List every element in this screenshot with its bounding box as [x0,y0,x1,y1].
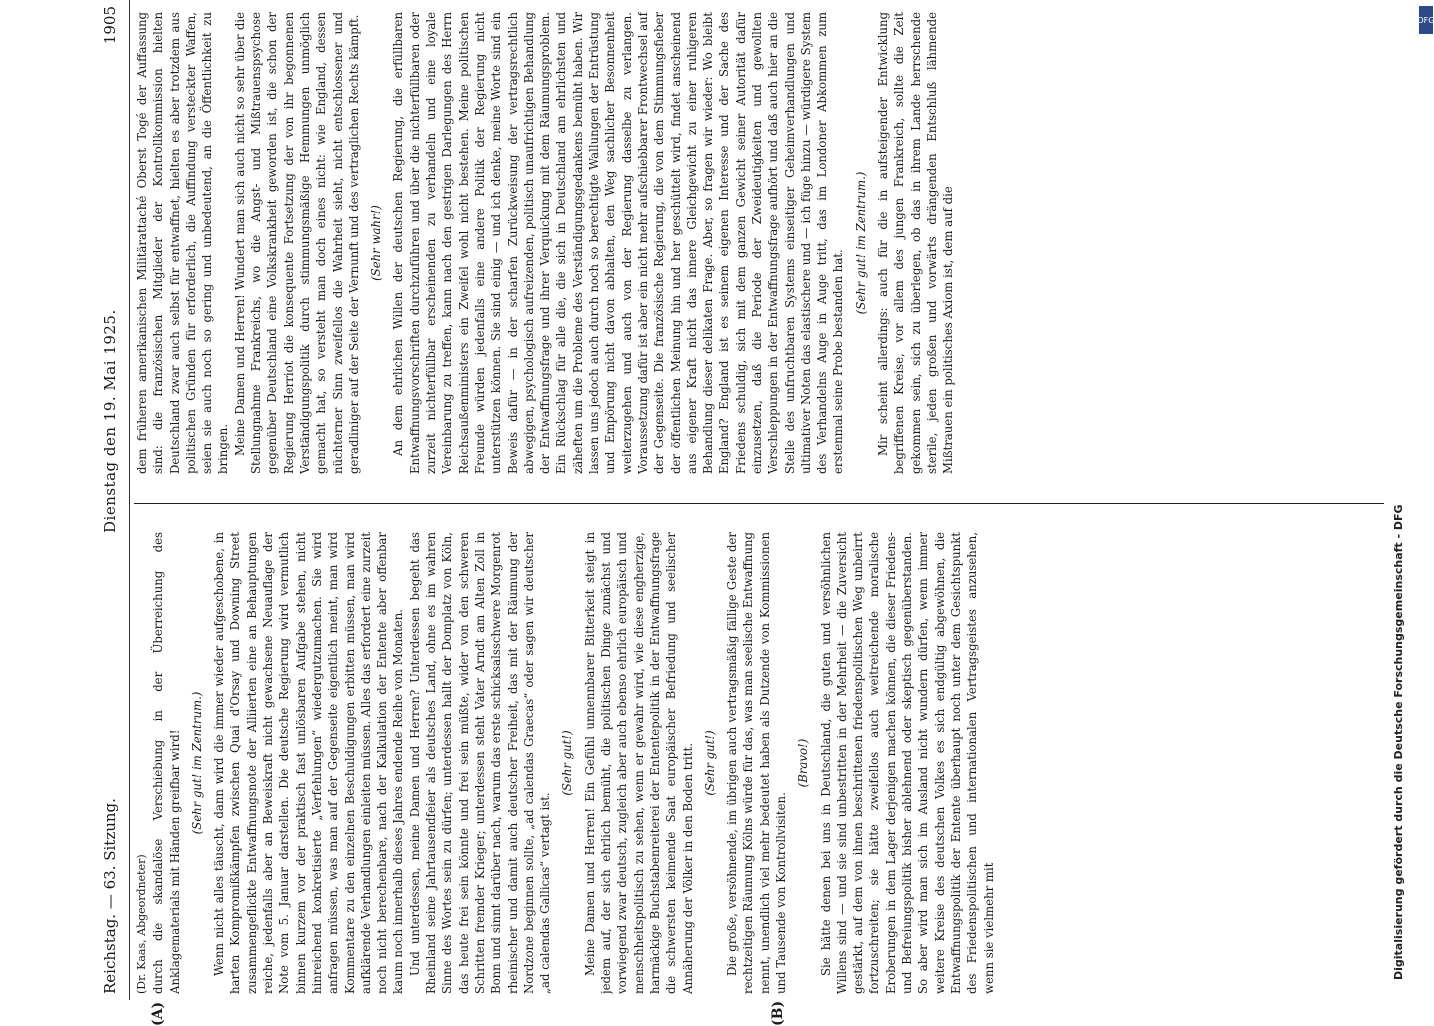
paragraph: Und unterdessen, meine Damen und Herren? Unterdessen begeht das Rheinland seine Jahrtausendfeier als deutsches Land, ohne es im wahren Sinne des Wortes sein zu dürfen; unterdessen hallt der Domplatz von Köln, das heute frei sein könnte und frei sein müßte, wider von den schweren Schritten fremder Krieger; unterdessen steht Vater Arndt am Alten Zoll in Bonn und sinnt darüber nach, warum das erste schicksalsschwere Morgenrot rheinischer und damit auch deutscher Freiheit, das mit der Räumung der Nordzone beginnen sollte, „ad calendas Graecas“ oder sagen wir deutscher „ad calendas Gallicas“ vertagt ist. [407,532,553,994]
interjection: (Sehr gut!) [702,730,717,796]
running-header [90,0,130,1000]
dfg-side-note: Digitalisierung gefördert durch die Deutsche Forschungsgemeinschaft - DFG [1392,504,1405,980]
dfg-logo-icon: DFG [1419,6,1433,34]
margin-letter-a: (A) [150,1001,166,1026]
paragraph: durch die skandalöse Verschiebung in der Überreichung des Anklagematerials mit Händen greifbar wird! [151,532,182,994]
margin-letter-b: (B) [770,1000,786,1026]
paragraph: Die große, versöhnende, im übrigen auch vertragsmäßig fällige Geste der rechtzeitigen Räumung Kölns würde für das, was man seelische Entwaffnung nennt, unendlich viel mehr bedeutet haben als Dutzende von Kommissionen und Tausende von Kontrollvisiten. [725,532,788,994]
dfg-side-strip [1400,0,1434,1000]
interjection: (Sehr gut! im Zentrum.) [189,691,204,835]
header-left: Reichstag. — 63. Sitzung. [100,798,119,994]
paragraph: An dem ehrlichen Willen der deutschen Regierung, die erfüllbaren Entwaffnungsvorschriften durchzuführen und über die nichterfüllbaren oder zurzeit nichterfüllbar erscheinenden zu verhandeln und eine loyale Vereinbarung zu treffen, kann nach den gestrigen Darlegungen des Herrn Reichsaußenministers ein Zweifel wohl nicht bestehen. Meine politischen Freunde würden jedenfalls eine andere Politik der Regierung nicht unterstützen können. Sie sind einig — und ich denke, meine Worte sind ein Beweis dafür — in der scharfen Zurückweisung der vertragsrechtlich abwegigen, psychologisch aufreizenden, politisch unaufrichtigen Behandlung der Entwaffnungsfrage und ihrer Verquickung mit dem Räumungsproblem. Ein Rückschlag für alle die, die sich in Deutschland am ehrlichsten und zäheften um die Probleme des Verständigungsgedankens bemüht haben. Wir lassen uns jedoch auch durch noch so berechtigte Wallungen der Entrüstung und Empörung nicht davon abhalten, den Weg sachlicher Besonnenheit weiterzugehen und auch von der Regierung dasselbe zu verlangen. Voraussetzung dafür ist aber ein nicht mehr aufschiebbarer Frontwechsel auf der Gegenseite. Die französische Regierung, die von dem Stimmungsfieber der öffentlichen Meinung hin und her geschüttelt wird, findet anscheinend aus eigener Kraft nicht das innere Gleichgewicht zu einer ruhigeren Behandlung dieser delikaten Frage. Aber, so fragen wir wieder: Wo bleibt England? England ist es seinem eigenen Interesse und der Sache des Friedens schuldig, sich mit dem ganzen Gewicht seiner Autorität dafür einzusetzen, daß die Periode der Zweideutigkeiten und gewollten Verschleppungen in der Entwaffnungsfrage aufhört und daß auch hier an die Stelle des unfruchtbaren Systems einseitiger Geheimverhandlungen und ultimativer Noten das elastischere und — ich füge hinzu — würdigere System des Verhandelns Auge in Auge tritt, das im Londoner Abkommen zum erstenmal seine Probe bestanden hat. [391,12,846,474]
paragraph: Mir scheint allerdings: auch für die in aufsteigender Entwicklung begriffenen Kreise, vor allem des jungen Frankreich, sollte die Zeit gekommen sein, sich zu überlegen, ob das in ihrem Lande herrschende sterile, jeden großen und vorwärts drängenden Entschluß lähmende Mißtrauen ein politisches Axiom ist, dem auf die [876,12,956,474]
rotated-page [90,0,1420,1026]
speaker-label: (Dr. Kaas, Abgeordneter) [135,854,148,994]
paragraph: Meine Damen und Herren! Wundert man sich auch nicht so sehr über die Stellungnahme Frankreichs, wo die Angst- und Mißtrauenspsychose gegenüber Deutschland eine Volkskrankheit geworden ist, die schon der Regierung Herriot die konsequente Fortsetzung der von ihr begonnenen Verständigungspolitik durch stimmungsmäßige Hemmungen unmöglich gemacht hat, so versteht man doch eines nicht: wie England, dessen nüchterner Sinn zweifellos die Wahrheit sieht, nicht entschlossener und geradliniger auf der Seite der Vernunft und des vertraglichen Rechts kämpft. [232,12,361,474]
right-column [134,12,1394,474]
page-number: 1905 [100,6,119,45]
interjection: (Sehr wahr!) [369,205,384,281]
left-column [134,532,1394,994]
paragraph: Sie hätte denen bei uns in Deutschland, die guten und versöhnlichen Willens sind — und sie sind unbestritten in der Mehrheit — die Zuversicht gestärkt, auf dem von ihnen beschrittenen friedenspolitischen Weg unbeirrt fortzuschreiten; sie hätte zweifellos auch weitreichende moralische Eroberungen in dem Lager derjenigen machen können, die dieser Friedens- und Befreiungspolitik bisher ablehnend oder skeptisch gegenüberstanden. So aber wird man sich im Ausland nicht wundern dürfen, wenn immer weitere Kreise des deutschen Volkes es sich endgültig abgewöhnen, die Entwaffnungspolitik der Entente überhaupt noch unter dem Gesichtspunkt des Friedenspolitischen und internationalen Vertragsgeistes anzusehen, wenn sie vielmehr mit [818,532,996,994]
header-date: Dienstag den 19. Mai 1925. [100,309,119,533]
paragraph: Meine Damen und Herren! Ein Gefühl unnennbarer Bitterkeit steigt in jedem auf, der sich ehrlich bemüht, die politischen Dinge zunächst und vorwiegend zwar deutsch, zugleich aber auch ebenso ehrlich europäisch und menschheitspolitisch zu sehen, wenn er gewahr wird, wie diese engherzige, harmäckige Buchstabenreiterei der Ententepolitik in der Entwaffnungsfrage die schwersten keimende Saat europäischer Befriedung und seelischer Annäherung der Völker in den Boden tritt. [582,532,695,994]
interjection: (Sehr gut!) [560,730,575,796]
paragraph: Wenn nicht alles täuscht, dann wird die immer wieder aufgeschobene, in harten Kompromißkämpfen zwischen Quai d'Orsay und Downing Street zusammengeflickte Entwaffnungsnote der Alliierten eine an Behauptungen reiche, jedenfalls aber an Beweiskraft nicht gewachsene Neuauflage der Note vom 5. Januar darstellen. Die deutsche Regierung wird vermutlich binnen kurzem vor der praktisch fast unlösbaren Aufgabe stehen, nicht hinreichend konkretisierte „Verfehlungen“ wiedergutzumachen. Sie wird anfragen müssen, was man auf der Gegenseite eigentlich meint, man wird Kommentare zu den einzelnen Beschuldigungen erbitten müssen, man wird aufklärende Verhandlungen einleiten müssen. Alles das erfordert eine zurzeit noch nicht berechenbare, nach der Kalkulation der Entente aber offenbar kaum noch innerhalb dieses Jahres endende Reihe von Monaten. [212,532,406,994]
paragraph: dem früheren amerikanischen Militärattaché Oberst Togé der Auffassung sind: die französischen Mitglieder der Kontrollkommission hielten Deutschland zwar auch selbst für entwaffnet, hielten es aber trotzdem aus politischen Gründen für erforderlich, die Auffindung versteckter Waffen, seien sie auch noch so gering und unbedeutend, an die Öffentlichkeit zu bringen. [135,12,231,474]
interjection: (Bravo!) [796,738,811,788]
column-divider [134,503,1384,504]
interjection: (Sehr gut! im Zentrum.) [853,171,868,315]
